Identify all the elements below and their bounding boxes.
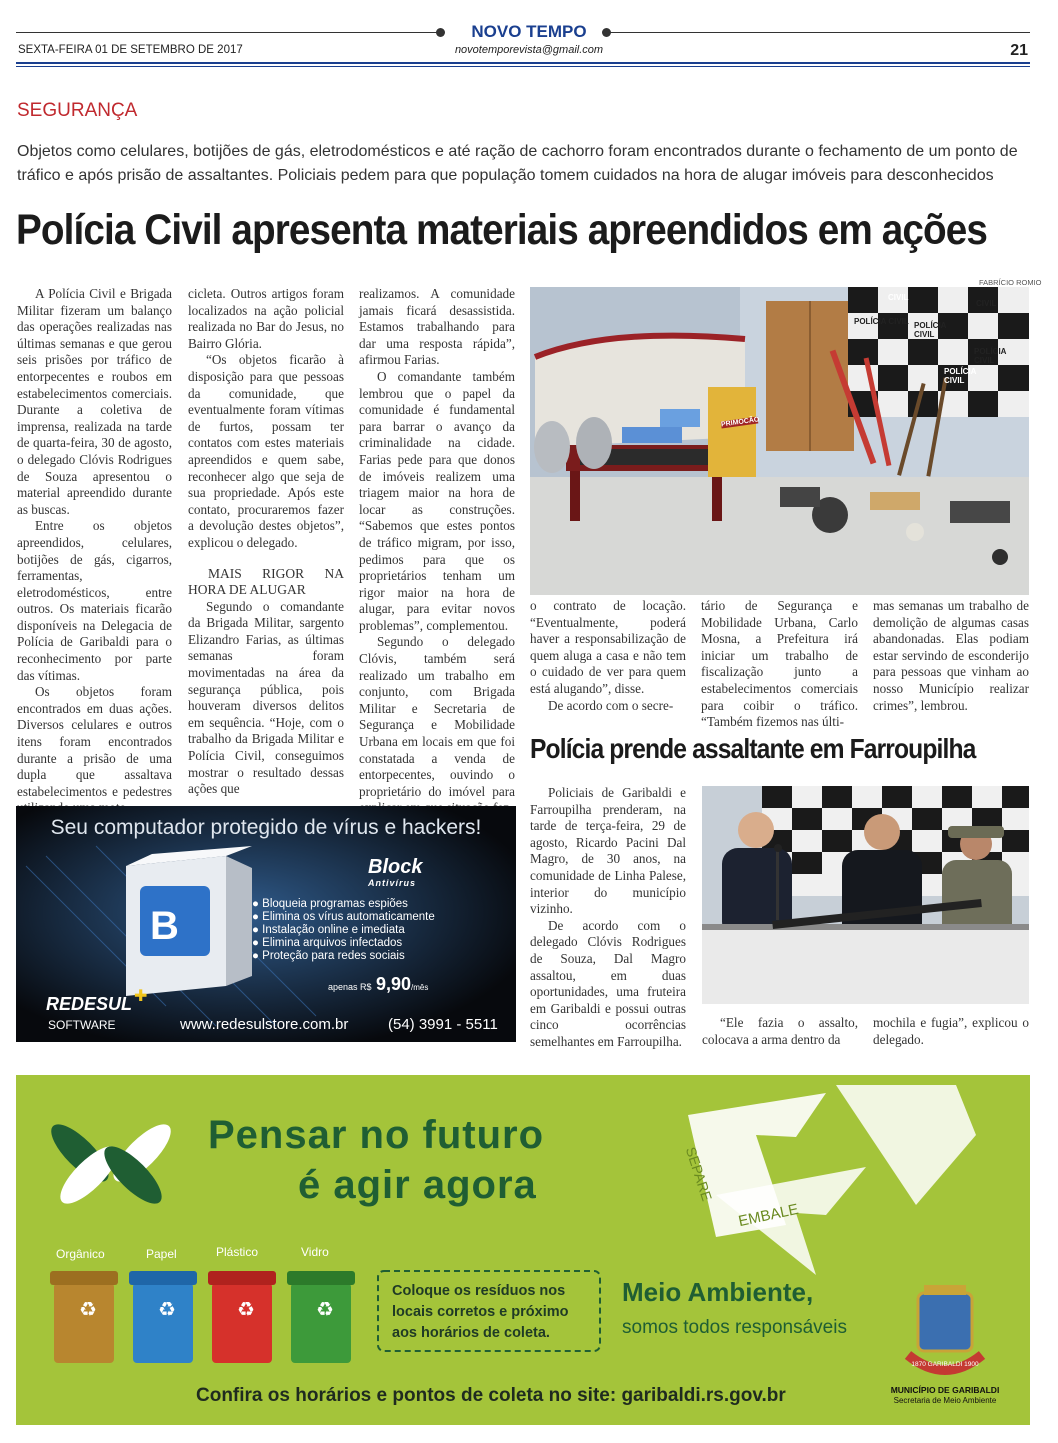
paragraph: “Ele fazia o assalto, colocava a arma dentro da xyxy=(702,1015,858,1047)
paragraph: mas semanas um trabalho de demolição de algumas casas abandonadas. Elas podiam estar servindo de esconderijo para pessoas que vinham ao nosso Município realizar crimes”, lembrou. xyxy=(873,598,1029,713)
paragraph: De acordo com o secre- xyxy=(548,697,674,713)
seized-items-photo xyxy=(530,287,1029,595)
antivirus-advertisement[interactable] xyxy=(16,806,516,1042)
paragraph: “Os objetos ficarão à disposição para que pessoas da comunidade, que eventualmente foram vítimas de furtos, possam ter contatos com estes materiais apreendidos e quem sabe, reconhecer algo que seja de sua propriedade. Após este contato, procuraremos fazer a devolução destes objetos”, explicou o delegado. xyxy=(188,352,344,550)
recycling-banner xyxy=(16,1075,1030,1425)
backdrop-sign: POLÍCIA CIVIL xyxy=(914,321,947,339)
tagline-main: Meio Ambiente, xyxy=(622,1277,814,1307)
paragraph: A Polícia Civil e Brigada Militar fizeram um balanço das operações realizadas nas últimas semanas e que gerou seis prisões por tráfico de entorpecentes e roubos em estabelecimentos comerciais. Durante a coletiva de imprensa, realizada na tarde de quarta-feira, 30 de agosto, o delegado Clóvis Rodrigues de Souza apresentou o material apreendido durante as buscas. xyxy=(17,286,172,517)
arrest-press-photo xyxy=(702,786,1029,1004)
arrow-label-embale: EMBALE xyxy=(736,1200,800,1231)
article-column-4 xyxy=(530,598,686,714)
paragraph: realizamos. A comunidade jamais ficará desassistida. Estamos trabalhando para dar uma resposta rápida”, afirmou Farias. xyxy=(359,286,515,368)
paragraph: tário de Segurança e Mobilidade Urbana, Carlo Mosna, a Prefeitura irá iniciar um trabalho de fiscalização junto a estabelecimentos comerciais para coibir o tráfico. “Também fizemos nas últi- xyxy=(701,598,858,730)
article-column-5 xyxy=(701,598,858,731)
press-conference-illustration xyxy=(702,786,1029,1004)
bin-label-plastico: Plástico xyxy=(216,1245,259,1259)
backdrop-sign: POLÍCIA CIVIL xyxy=(854,317,909,326)
article-lede: Objetos como celulares, botijões de gás, eletrodomésticos e até ração de cachorro foram encontrados durante o fechamento de um ponto de tráfico e após prisão de assaltantes. Policiais pedem para que população tomem cuidados na hora de alugar imóveis para desconhecidos xyxy=(17,143,1018,184)
ad-feature: ● Bloqueia programas espiões xyxy=(252,898,408,910)
ad-phone[interactable]: (54) 3991 - 5511 xyxy=(388,1016,498,1033)
banner-footer-link[interactable]: Confira os horários e pontos de coleta no site: garibaldi.rs.gov.br xyxy=(196,1385,786,1406)
seized-items-illustration xyxy=(530,287,1029,595)
banner-title-line2: é agir agora xyxy=(298,1163,537,1207)
publication-title: NOVO TEMPO xyxy=(471,22,587,41)
ad-brand-star-icon: ✚ xyxy=(134,986,148,1005)
ad-brand-sub: SOFTWARE xyxy=(48,1018,116,1032)
header-rule xyxy=(16,62,1030,64)
recycle-icon: ♻ xyxy=(316,1297,334,1321)
masthead xyxy=(0,0,1058,70)
ad-product-name: Block xyxy=(368,856,423,878)
recycle-icon: ♻ xyxy=(79,1297,97,1321)
ad-feature: ● Elimina os vírus automaticamente xyxy=(252,911,435,923)
paragraph: Entre os objetos apreendidos, celulares, botijões de gás, cigarros, ferramentas, eletrodomésticos, entre outros. Os materiais ficarão disponíveis na Delegacia de Polícia de Garibaldi para o reconhecimento por parte das vítimas. xyxy=(17,518,172,683)
paragraph: De acordo com o delegado Clóvis Rodrigues de Souza, Dal Magro assaltou, em duas oportunidades, uma fruteira em Garibaldi e possui outras cinco ocorrências semelhantes em Farroupilha. xyxy=(530,917,686,1049)
publication-email[interactable]: novotemporevista@gmail.com xyxy=(454,44,604,56)
bin-label-papel: Papel xyxy=(146,1247,177,1261)
article-column-3 xyxy=(359,286,515,817)
paragraph: cicleta. Outros artigos foram localizados na ação policial realizada no Bar do Jesus, no Bairro Glória. xyxy=(188,286,344,351)
backdrop-sign: CIVIL xyxy=(976,299,997,308)
collection-notice: Coloque os resíduos nos locais corretos e próximo aos horários de coleta. xyxy=(392,1283,569,1341)
recycle-icon: ♻ xyxy=(237,1297,255,1321)
paragraph: Policiais de Garibaldi e Farroupilha prenderam, na tarde de terça-feira, 29 de agosto, Ricardo Pacini Dal Magro, de 30 anos, na comunidade de Linha Palese, interior do município vizinho. xyxy=(530,785,686,917)
bin-label-vidro: Vidro xyxy=(301,1245,329,1259)
backdrop-sign: POLÍCIA CIVIL xyxy=(974,347,1007,365)
article2-column-2 xyxy=(702,1015,858,1048)
tagline-sub: somos todos responsáveis xyxy=(622,1317,847,1338)
recycle-icon: ♻ xyxy=(158,1297,176,1321)
photo-credit: FABRÍCIO ROMIO xyxy=(979,278,1042,287)
ad-feature: ● Elimina arquivos infectados xyxy=(252,937,403,949)
seal-ribbon: 1870 GARIBALDI 1900 xyxy=(911,1361,979,1368)
ad-feature-list xyxy=(252,898,502,963)
ad-feature: ● Proteção para redes sociais xyxy=(252,950,405,962)
article-subhead: MAIS RIGOR NA HORA DE ALUGAR xyxy=(188,565,344,598)
paragraph: O comandante também lembrou que o papel da comunidade é fundamental para barrar o avanço da criminalidade na cidade. Farias pede para que donos de imóveis realizem uma triagem maior na hora de locar as construções. “Sabemos que estes pontos de tráfico migram, por isso, pedimos para que os proprietários tenham um rigor maior na hora de alugar, para evitar novos problemas”, complementou. xyxy=(359,368,515,633)
municipality-name: MUNICÍPIO DE GARIBALDI xyxy=(890,1385,1000,1395)
article-column-6 xyxy=(873,598,1029,714)
section-label: SEGURANÇA xyxy=(17,100,138,121)
article-column-2 xyxy=(188,286,344,798)
article2-headline: Polícia prende assaltante em Farroupilha xyxy=(530,733,976,764)
ad-url[interactable]: www.redesulstore.com.br xyxy=(180,1016,349,1033)
arrow-label-separe: SEPARE xyxy=(682,1145,716,1203)
ad-price: apenas R$ 9,90/mês xyxy=(328,974,429,994)
ad-feature: ● Instalação online e imediata xyxy=(252,924,405,936)
ad-headline: Seu computador protegido de vírus e hackers! xyxy=(50,816,482,839)
bin-label-organico: Orgânico xyxy=(56,1247,105,1261)
paragraph: Os objetos foram encontrados em duas ações. Diversos celulares e outros itens foram encontrados durante a prisão de uma dupla que assaltava estabelecimentos e pedestres xyxy=(17,684,172,799)
ad-product-sub: Antivírus xyxy=(368,878,417,888)
article-headline: Polícia Civil apresenta materiais apreendidos em ações xyxy=(16,206,987,254)
issue-date: SEXTA-FEIRA 01 DE SETEMBRO DE 2017 xyxy=(18,44,243,56)
paragraph: mochila e fugia”, explicou o delegado. xyxy=(873,1015,1029,1047)
paragraph: Segundo o delegado Clóvis, também será realizado um trabalho em conjunto, com Brigada Militar e Secretaria de Segurança e Mobilidade Urbana em locais em que foi constatada a venda de entorpecentes, ouvindo o proprietário do imóvel para xyxy=(359,634,515,799)
paragraph: Segundo o comandante da Brigada Militar, sargento Elizandro Farias, as últimas semanas foram movimentadas na área da segurança pública, pois houveram diversos delitos em sequência. “Hoje, com o trabalho da Brigada Militar e Polícia Civil, conseguimos mostrar o resultado dessas ações que xyxy=(188,598,344,797)
article-column-1 xyxy=(17,286,172,817)
department-name: Secretaria de Meio Ambiente xyxy=(893,1396,997,1405)
paragraph: o contrato de locação. “Eventualmente, poderá haver a responsabilização de quem aluga a casa e não tem o cuidado de ver para quem está alugando”, disse. xyxy=(530,598,686,696)
backdrop-sign: POLÍCIA CIVIL xyxy=(944,367,977,385)
ad-brand-logo: REDESUL xyxy=(46,994,133,1014)
header-rule-thin xyxy=(16,66,1030,67)
article2-column-1 xyxy=(530,785,686,1051)
dog-food-label: PRIMOCÃO xyxy=(720,416,760,429)
banner-title-line1: Pensar no futuro xyxy=(208,1113,545,1157)
backdrop-sign: CIVIL xyxy=(888,293,909,302)
ad-box-logo: B xyxy=(150,904,179,948)
page-number: 21 xyxy=(1010,42,1028,59)
article2-column-3 xyxy=(873,1015,1029,1048)
